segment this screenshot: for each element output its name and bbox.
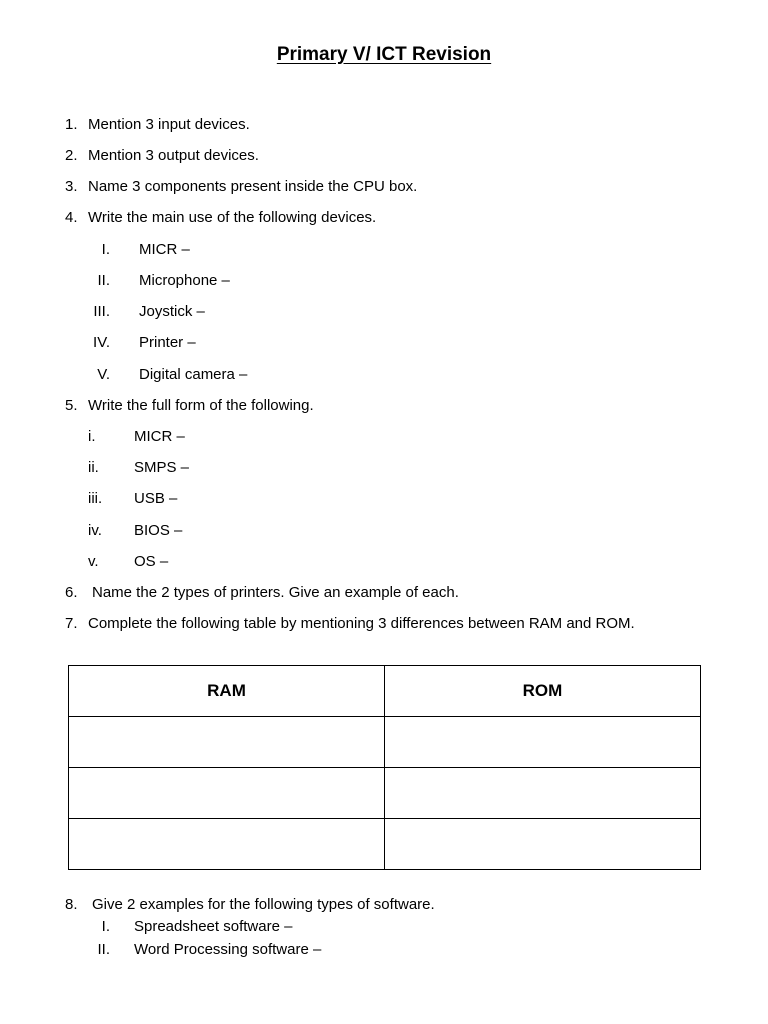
item-text: USB – <box>134 490 178 507</box>
item-numeral: II. <box>97 272 110 289</box>
table-row <box>69 819 701 870</box>
item-numeral: III. <box>93 303 110 320</box>
question-number: 8. <box>65 896 78 913</box>
table-row <box>69 768 701 819</box>
table-header-ram: RAM <box>69 666 385 717</box>
question-number: 7. <box>65 615 78 632</box>
question-text: Complete the following table by mentioning 3 differences between RAM and ROM. <box>88 615 635 632</box>
table-cell[interactable] <box>69 717 385 768</box>
ram-rom-table <box>68 665 701 870</box>
table-header-rom: ROM <box>385 666 701 717</box>
table-cell[interactable] <box>69 768 385 819</box>
item-text: Digital camera – <box>139 366 248 383</box>
item-numeral: i. <box>88 428 96 445</box>
item-text: OS – <box>134 553 169 570</box>
item-numeral: I. <box>101 241 110 258</box>
item-numeral: iii. <box>88 490 103 507</box>
question-text: Write the main use of the following devices. <box>88 209 377 226</box>
item-numeral: ii. <box>88 459 99 476</box>
item-text: Printer – <box>139 334 196 351</box>
table-cell[interactable] <box>69 819 385 870</box>
item-numeral: V. <box>97 366 110 383</box>
table-cell[interactable] <box>385 768 701 819</box>
question-number: 3. <box>65 178 78 195</box>
question-text: Mention 3 input devices. <box>88 116 250 133</box>
item-numeral: II. <box>97 941 110 958</box>
question-number: 1. <box>65 116 78 133</box>
item-text: Microphone – <box>139 272 230 289</box>
item-text: BIOS – <box>134 522 183 539</box>
table-header-row <box>69 666 701 717</box>
table-row <box>69 717 701 768</box>
question-number: 4. <box>65 209 78 226</box>
item-text: SMPS – <box>134 459 190 476</box>
item-text: Spreadsheet software – <box>134 918 293 935</box>
item-text: MICR – <box>139 241 190 258</box>
question-number: 5. <box>65 397 78 414</box>
item-text: Joystick – <box>139 303 205 320</box>
question-text: Mention 3 output devices. <box>88 147 259 164</box>
question-text: Name 3 components present inside the CPU box. <box>88 178 418 195</box>
item-numeral: iv. <box>88 522 102 539</box>
table-cell[interactable] <box>385 717 701 768</box>
question-text: Name the 2 types of printers. Give an example of each. <box>92 584 459 601</box>
question-number: 6. <box>65 584 78 601</box>
item-text: Word Processing software – <box>134 941 322 958</box>
question-number: 2. <box>65 147 78 164</box>
item-text: MICR – <box>134 428 185 445</box>
item-numeral: IV. <box>93 334 110 351</box>
question-text: Write the full form of the following. <box>88 397 314 414</box>
page-title: Primary V/ ICT Revision <box>276 44 492 65</box>
item-numeral: v. <box>88 553 99 570</box>
question-text: Give 2 examples for the following types of software. <box>92 896 435 913</box>
item-numeral: I. <box>101 918 110 935</box>
table-cell[interactable] <box>385 819 701 870</box>
